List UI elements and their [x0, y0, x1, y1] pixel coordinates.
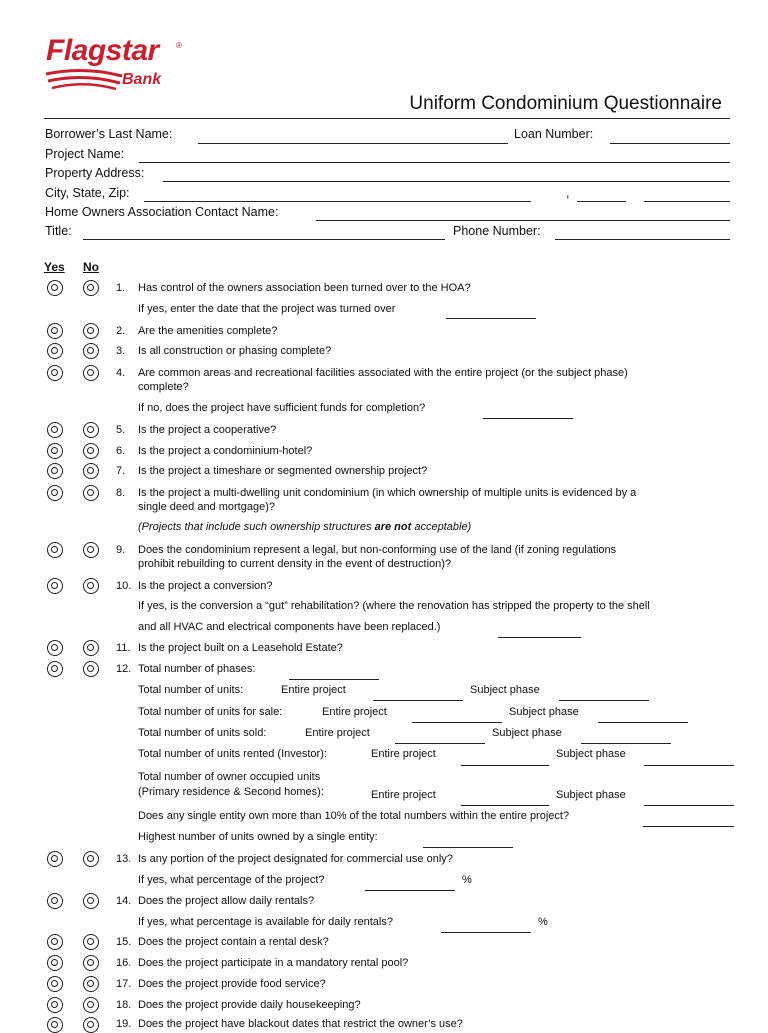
- q6-yes-radio[interactable]: [47, 443, 63, 459]
- q5-no-radio[interactable]: [83, 422, 99, 438]
- q4-no-radio[interactable]: [83, 365, 99, 381]
- property-address-field[interactable]: [163, 181, 730, 182]
- q13-sub-text: If yes, what percentage of the project?: [138, 874, 325, 886]
- logo-subtitle: Bank: [122, 71, 162, 88]
- q19-text: Does the project have blackout dates that restrict the owner’s use?: [138, 1018, 463, 1030]
- q6-text: Is the project a condominium-hotel?: [138, 445, 313, 457]
- owner-occupied-label-cont: (Primary residence & Second homes):: [138, 786, 324, 798]
- rented-label: Total number of units rented (Investor):: [138, 748, 327, 760]
- q19-number: 19.: [116, 1018, 132, 1030]
- project-name-label: Project Name:: [45, 147, 125, 161]
- q1-sub-text: If yes, enter the date that the project was turned over: [138, 303, 396, 315]
- q8-note: [138, 521, 471, 533]
- q9-no-radio[interactable]: [83, 542, 99, 558]
- q14-percent-sign: %: [538, 916, 548, 928]
- q18-no-radio[interactable]: [83, 997, 99, 1013]
- q4-text: Are common areas and recreational facilities associated with the entire project (or the subject phase): [138, 367, 628, 379]
- q14-number: 14.: [116, 895, 132, 907]
- q11-text: Is the project built on a Leasehold Estate?: [138, 642, 343, 654]
- q4-sub-text: If no, does the project have sufficient funds for completion?: [138, 402, 426, 414]
- q19-yes-radio[interactable]: [47, 1017, 63, 1033]
- q14-yes-radio[interactable]: [47, 893, 63, 909]
- owner-subject-field[interactable]: [644, 805, 734, 806]
- title-label: Title:: [45, 224, 72, 238]
- highest-units-label: Highest number of units owned by a single entity:: [138, 831, 378, 843]
- q1-text: Has control of the owners association been turned over to the HOA?: [138, 282, 471, 294]
- no-header: No: [83, 260, 99, 274]
- title-field[interactable]: [83, 239, 445, 240]
- q15-number: 15.: [116, 936, 132, 948]
- sale-label: Total number of units for sale:: [138, 706, 283, 718]
- q6-number: 6.: [116, 445, 126, 457]
- q1-number: 1.: [116, 282, 126, 294]
- hoa-contact-field[interactable]: [316, 220, 730, 221]
- sale-subject-field[interactable]: [598, 722, 688, 723]
- q5-text: Is the project a cooperative?: [138, 424, 277, 436]
- q16-text: Does the project participate in a mandatory rental pool?: [138, 957, 409, 969]
- q6-no-radio[interactable]: [83, 443, 99, 459]
- q8-text-cont: single deed and mortgage)?: [138, 501, 275, 513]
- owner-entire-label: Entire project: [371, 789, 436, 801]
- q8-text: Is the project a multi-dwelling unit condominium (in which ownership of multiple units is evidenced by a: [138, 487, 637, 499]
- units-label: Total number of units:: [138, 684, 244, 696]
- q16-no-radio[interactable]: [83, 955, 99, 971]
- q7-text: Is the project a timeshare or segmented ownership project?: [138, 465, 428, 477]
- sold-entire-field[interactable]: [395, 743, 485, 744]
- units-entire-field[interactable]: [373, 700, 463, 701]
- q8-note-emphasis: are not: [374, 521, 412, 533]
- q18-number: 18.: [116, 999, 132, 1011]
- city-field[interactable]: [144, 201, 531, 202]
- sold-entire-label: Entire project: [305, 727, 370, 739]
- q15-text: Does the project contain a rental desk?: [138, 936, 329, 948]
- q12-text: Total number of phases:: [138, 663, 256, 675]
- q14-text: Does the project allow daily rentals?: [138, 895, 315, 907]
- rented-subject-field[interactable]: [644, 765, 734, 766]
- phone-number-field[interactable]: [555, 239, 730, 240]
- units-subject-field[interactable]: [559, 700, 649, 701]
- q17-no-radio[interactable]: [83, 976, 99, 992]
- q17-text: Does the project provide food service?: [138, 978, 326, 990]
- q16-number: 16.: [116, 957, 132, 969]
- q2-yes-radio[interactable]: [47, 323, 63, 339]
- q10-number: 10.: [116, 580, 132, 592]
- q2-no-radio[interactable]: [83, 323, 99, 339]
- q17-yes-radio[interactable]: [47, 976, 63, 992]
- q12-no-radio[interactable]: [83, 661, 99, 677]
- title-rule: [44, 118, 730, 119]
- owner-subject-label: Subject phase: [556, 789, 626, 801]
- rented-subject-label: Subject phase: [556, 748, 626, 760]
- single-entity-label: Does any single entity own more than 10% of the total numbers within the entire project?: [138, 810, 570, 822]
- q9-text: Does the condominium represent a legal, but non-conforming use of the land (if zoning regulations: [138, 544, 617, 556]
- property-address-label: Property Address:: [45, 166, 145, 180]
- logo-wordmark: Flagstar: [46, 34, 159, 67]
- yes-header: Yes: [44, 260, 65, 274]
- rented-entire-field[interactable]: [461, 765, 549, 766]
- q9-yes-radio[interactable]: [47, 542, 63, 558]
- owner-entire-field[interactable]: [461, 805, 549, 806]
- sold-subject-field[interactable]: [581, 743, 671, 744]
- q3-number: 3.: [116, 345, 126, 357]
- q10-sub-text: If yes, is the conversion a “gut” rehabilitation? (where the renovation has stripped the property to the shell: [138, 600, 650, 612]
- q7-yes-radio[interactable]: [47, 463, 63, 479]
- q10-text: Is the project a conversion?: [138, 580, 273, 592]
- q11-no-radio[interactable]: [83, 640, 99, 656]
- q5-number: 5.: [116, 424, 126, 436]
- borrower-label: Borrower’s Last Name:: [45, 127, 173, 141]
- q12-number: 12.: [116, 663, 132, 675]
- q13-text: Is any portion of the project designated for commercial use only?: [138, 853, 453, 865]
- q13-no-radio[interactable]: [83, 851, 99, 867]
- q10-gut-field[interactable]: [498, 637, 581, 638]
- q19-no-radio[interactable]: [83, 1017, 99, 1033]
- q13-yes-radio[interactable]: [47, 851, 63, 867]
- q11-number: 11.: [116, 642, 131, 654]
- q4-text-cont: complete?: [138, 381, 189, 393]
- q4-number: 4.: [116, 367, 126, 379]
- owner-occupied-label: Total number of owner occupied units: [138, 771, 321, 783]
- sale-subject-label: Subject phase: [509, 706, 579, 718]
- zip-field[interactable]: [644, 201, 730, 202]
- q7-number: 7.: [116, 465, 126, 477]
- q17-number: 17.: [116, 978, 132, 990]
- q10-no-radio[interactable]: [83, 578, 99, 594]
- q18-yes-radio[interactable]: [47, 997, 63, 1013]
- q12-phases-field[interactable]: [289, 679, 379, 680]
- phone-number-label: Phone Number:: [453, 224, 541, 238]
- q8-note-a: (Projects that include such ownership structures: [138, 521, 375, 533]
- units-entire-label: Entire project: [281, 684, 346, 696]
- loan-number-label: Loan Number:: [514, 127, 594, 141]
- q8-yes-radio[interactable]: [47, 485, 63, 501]
- project-name-field[interactable]: [139, 162, 730, 163]
- sold-label: Total number of units sold:: [138, 727, 267, 739]
- q13-percent-field[interactable]: [365, 890, 455, 891]
- q14-sub-text: If yes, what percentage is available for daily rentals?: [138, 916, 393, 928]
- q3-no-radio[interactable]: [83, 343, 99, 359]
- q8-note-c: acceptable): [411, 521, 472, 533]
- single-entity-field[interactable]: [643, 826, 734, 827]
- q1-no-radio[interactable]: [83, 280, 99, 296]
- q8-number: 8.: [116, 487, 126, 499]
- logo-swoosh-icon: [44, 68, 124, 90]
- state-field[interactable]: [577, 201, 626, 202]
- q3-text: Is all construction or phasing complete?: [138, 345, 332, 357]
- q2-text: Are the amenities complete?: [138, 325, 278, 337]
- q4-yes-radio[interactable]: [47, 365, 63, 381]
- sale-entire-field[interactable]: [412, 722, 502, 723]
- q8-no-radio[interactable]: [83, 485, 99, 501]
- logo-registered-mark: ®: [176, 41, 182, 50]
- units-subject-label: Subject phase: [470, 684, 540, 696]
- highest-units-field[interactable]: [423, 847, 513, 848]
- q15-yes-radio[interactable]: [47, 934, 63, 950]
- q10-yes-radio[interactable]: [47, 578, 63, 594]
- q13-number: 13.: [116, 853, 132, 865]
- q15-no-radio[interactable]: [83, 934, 99, 950]
- rented-entire-label: Entire project: [371, 748, 436, 760]
- q11-yes-radio[interactable]: [47, 640, 63, 656]
- q18-text: Does the project provide daily housekeeping?: [138, 999, 361, 1011]
- q9-text-cont: prohibit rebuilding to current density in the event of destruction)?: [138, 558, 452, 570]
- q14-no-radio[interactable]: [83, 893, 99, 909]
- q4-funds-field[interactable]: [483, 418, 573, 419]
- comma-separator: ,: [566, 186, 570, 200]
- sale-entire-label: Entire project: [322, 706, 387, 718]
- q1-yes-radio[interactable]: [47, 280, 63, 296]
- q2-number: 2.: [116, 325, 126, 337]
- borrower-field[interactable]: [198, 143, 508, 144]
- q3-yes-radio[interactable]: [47, 343, 63, 359]
- q9-number: 9.: [116, 544, 126, 556]
- loan-number-field[interactable]: [610, 143, 730, 144]
- page-title: Uniform Condominium Questionnaire: [409, 93, 722, 114]
- q1-date-field[interactable]: [446, 318, 536, 319]
- q5-yes-radio[interactable]: [47, 422, 63, 438]
- city-state-zip-label: City, State, Zip:: [45, 186, 130, 200]
- q10-sub-text-cont: and all HVAC and electrical components have been replaced.): [138, 621, 441, 633]
- sold-subject-label: Subject phase: [492, 727, 562, 739]
- hoa-contact-label: Home Owners Association Contact Name:: [45, 205, 279, 219]
- q16-yes-radio[interactable]: [47, 955, 63, 971]
- q7-no-radio[interactable]: [83, 463, 99, 479]
- q12-yes-radio[interactable]: [47, 661, 63, 677]
- q14-percent-field[interactable]: [441, 932, 531, 933]
- q13-percent-sign: %: [462, 874, 472, 886]
